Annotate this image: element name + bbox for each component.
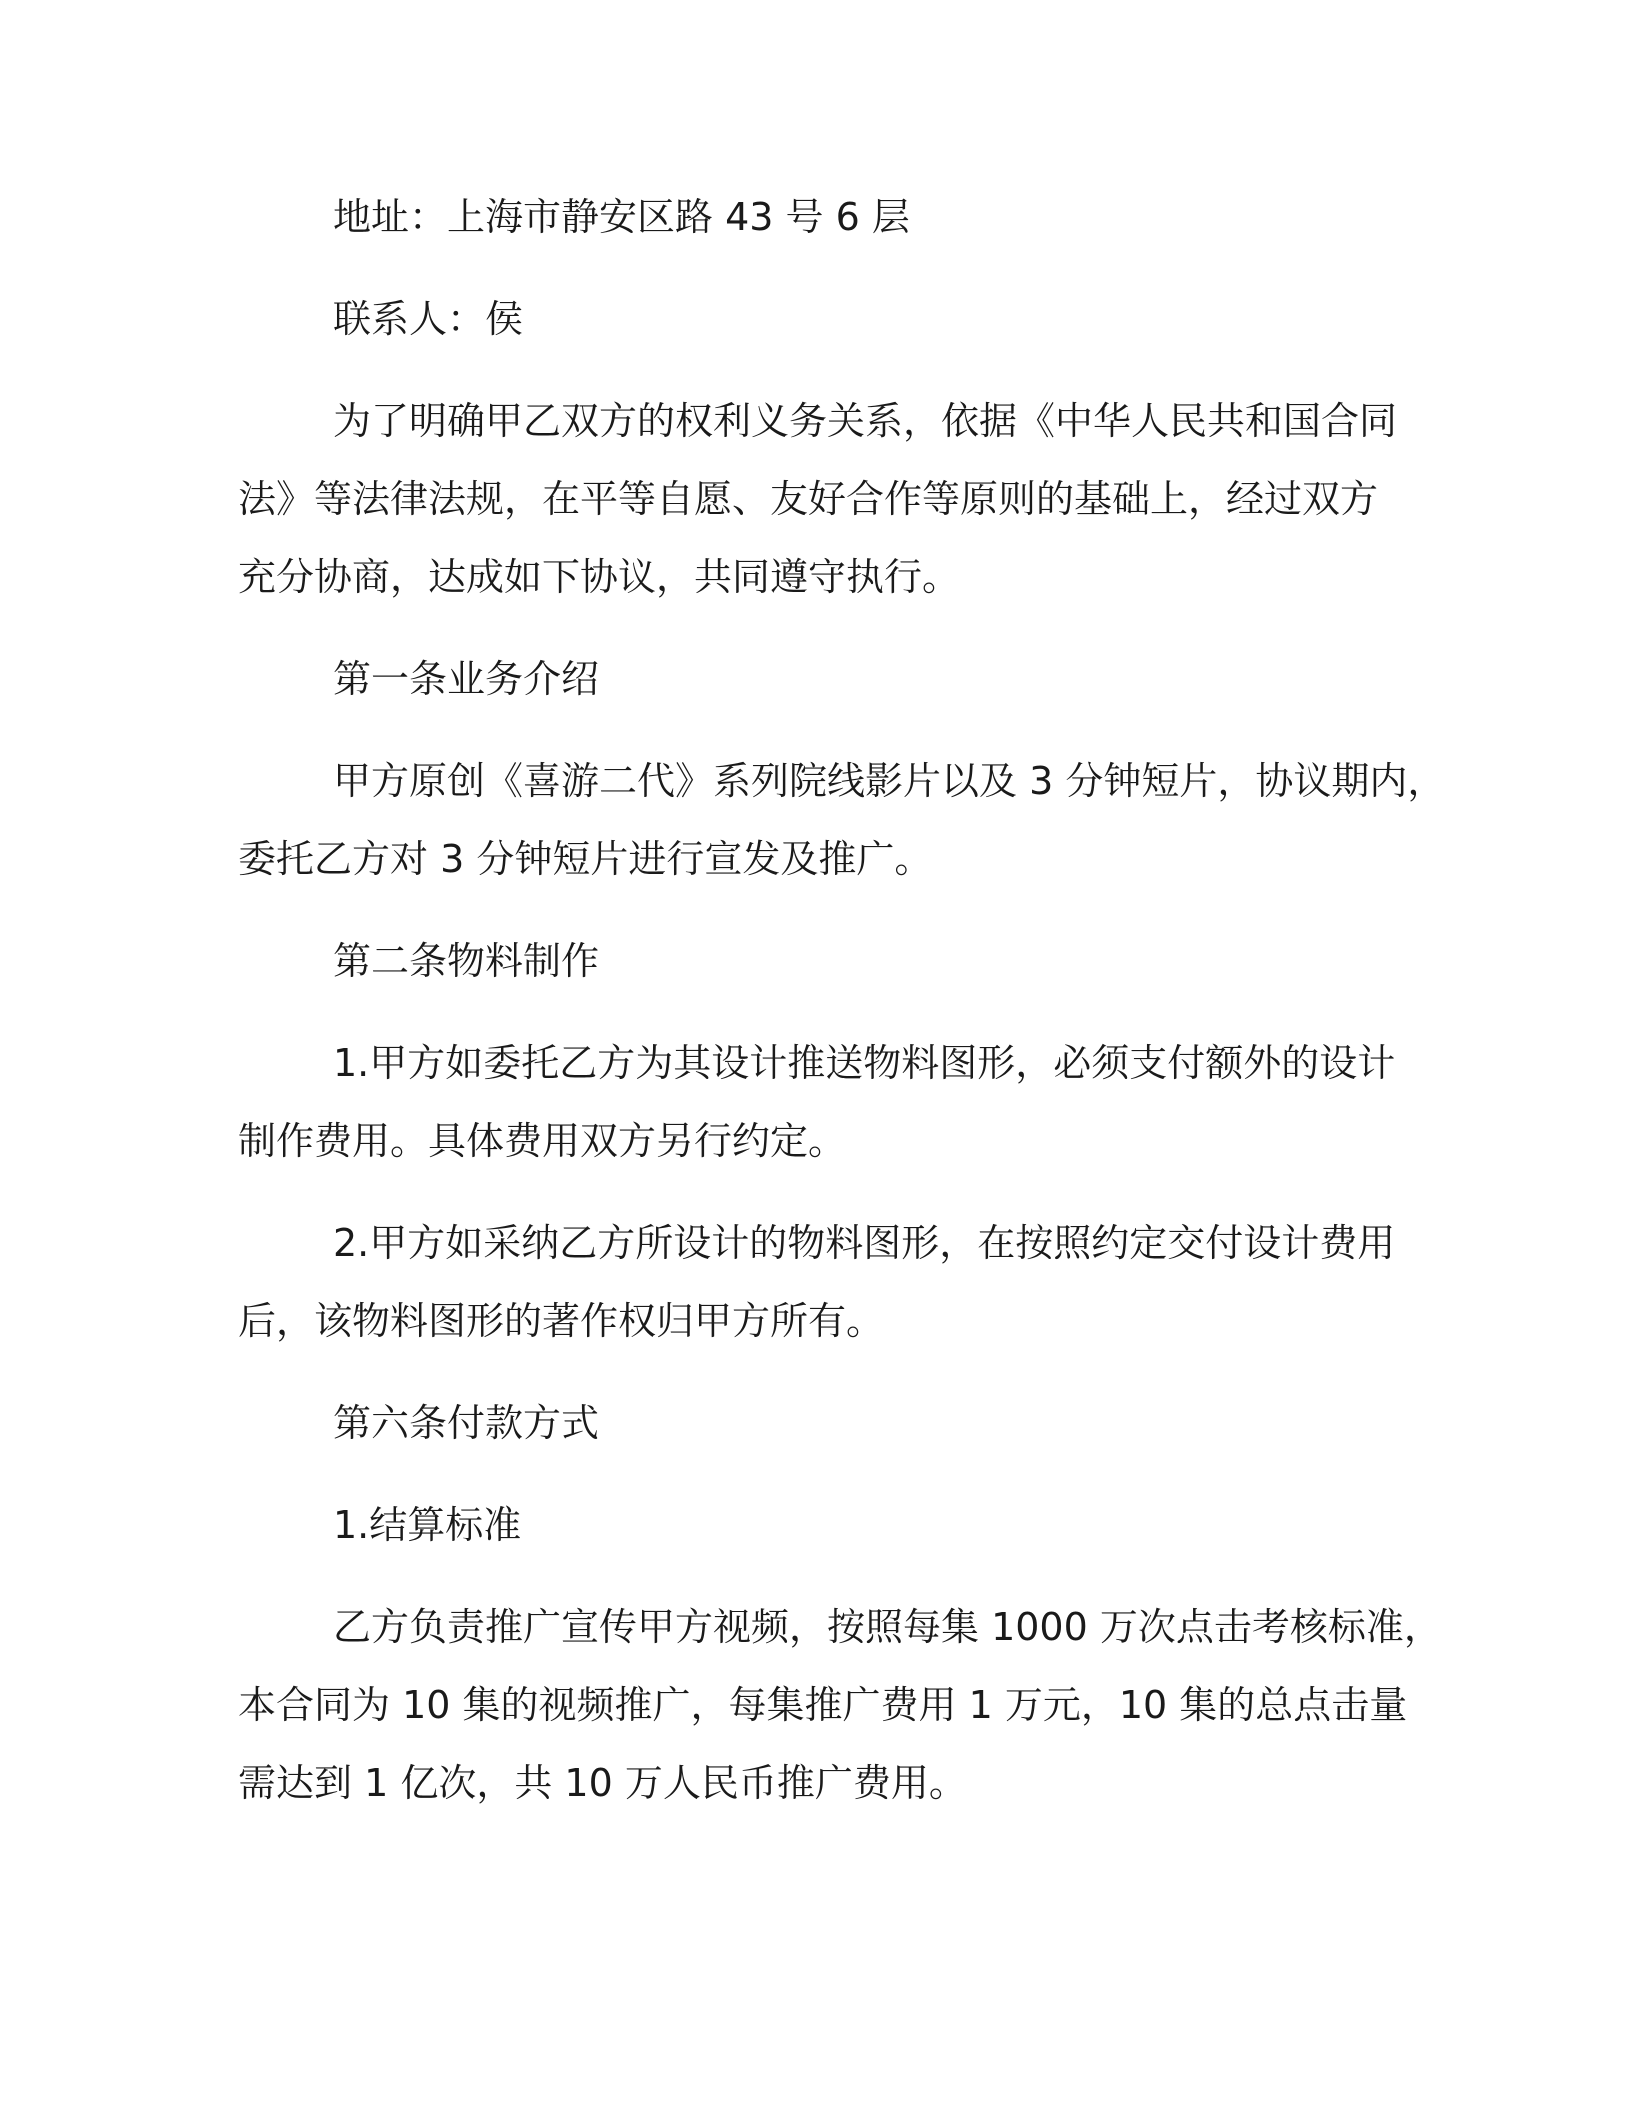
- article2-item2-line: 2.甲方如采纳乙方所设计的物料图形，在按照约定交付设计费用: [333, 1221, 1396, 1265]
- article2-item2-line: 后，该物料图形的著作权归甲方所有。: [238, 1299, 885, 1343]
- article1-heading: 第一条业务介绍: [333, 657, 600, 701]
- preamble-line: 充分协商，达成如下协议，共同遵守执行。: [238, 555, 961, 599]
- article6-heading: 第六条付款方式: [333, 1401, 600, 1445]
- article1-line: 委托乙方对 3 分钟短片进行宣发及推广。: [238, 837, 933, 881]
- article2-heading: 第二条物料制作: [333, 939, 600, 983]
- address-line: 地址：上海市静安区路 43 号 6 层: [333, 195, 910, 239]
- article6-subheading: 1.结算标准: [333, 1503, 522, 1547]
- contact-line: 联系人：侯: [333, 297, 524, 341]
- article6-line: 本合同为 10 集的视频推广，每集推广费用 1 万元，10 集的总点击量: [238, 1683, 1408, 1727]
- article6-line: 乙方负责推广宣传甲方视频，按照每集 1000 万次点击考核标准，: [333, 1605, 1442, 1649]
- article2-item1-line: 制作费用。具体费用双方另行约定。: [238, 1119, 847, 1163]
- article6-line: 需达到 1 亿次，共 10 万人民币推广费用。: [238, 1761, 967, 1805]
- preamble-line: 为了明确甲乙双方的权利义务关系，依据《中华人民共和国合同: [333, 399, 1398, 443]
- article1-line: 甲方原创《喜游二代》系列院线影片以及 3 分钟短片，协议期内，: [333, 759, 1446, 803]
- preamble-line: 法》等法律法规，在平等自愿、友好合作等原则的基础上，经过双方: [238, 477, 1379, 521]
- article2-item1-line: 1.甲方如委托乙方为其设计推送物料图形，必须支付额外的设计: [333, 1041, 1396, 1085]
